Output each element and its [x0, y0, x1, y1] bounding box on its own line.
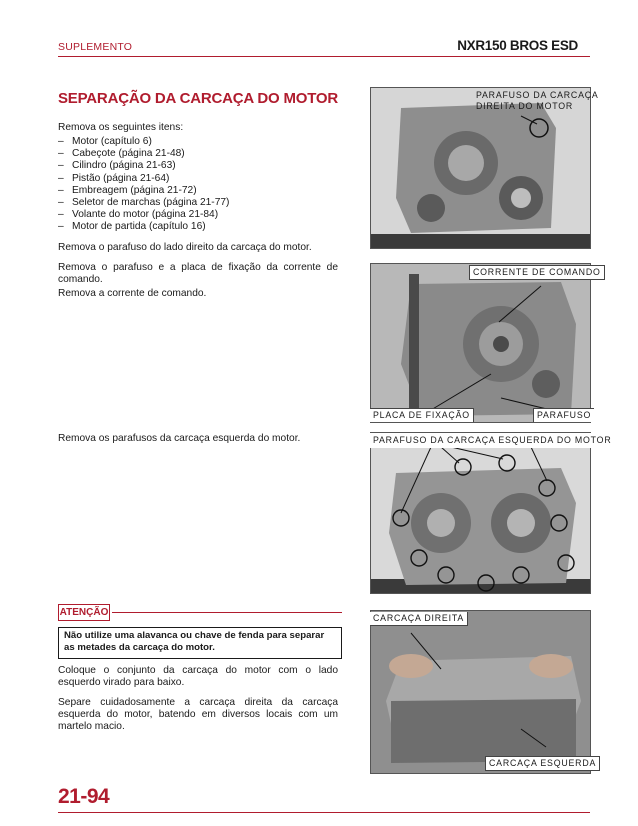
photo-left-crankcase-bolts	[370, 432, 591, 594]
list-item: – Cabeçote (página 21-48)	[58, 148, 185, 160]
caption-right-crankcase: CARCAÇA DIREITA	[370, 612, 468, 626]
list-item: – Motor de partida (capítulo 16)	[58, 221, 206, 233]
page-title: SEPARAÇÃO DA CARCAÇA DO MOTOR	[58, 90, 339, 107]
footer-rule	[58, 812, 590, 813]
page-number: 21-94	[58, 785, 110, 808]
remove-items-list	[58, 136, 229, 234]
section-label: SUPLEMENTO	[58, 41, 133, 53]
photo-crankcase-separation	[370, 610, 591, 774]
step-text: Remova os parafusos da carcaça esquerda do motor.	[58, 433, 301, 444]
list-item: – Volante do motor (página 21-84)	[58, 209, 219, 221]
model-label: NXR150 BROS ESD	[457, 38, 578, 53]
step-text: Remova a corrente de comando.	[58, 288, 207, 299]
list-item: – Motor (capítulo 6)	[58, 136, 152, 147]
step-text: Remova o parafuso do lado direito da carcaça do motor.	[58, 242, 312, 253]
photo-cam-chain	[370, 263, 591, 423]
caption-line: PARAFUSO DA CARCAÇA	[476, 90, 599, 100]
header-rule	[58, 56, 590, 57]
caption-line: DIREITA DO MOTOR	[476, 101, 574, 111]
attention-box: Não utilize uma alavanca ou chave de fenda para separar as metades da carcaça do motor.	[58, 627, 342, 659]
caption-cam-chain: CORRENTE DE COMANDO	[469, 265, 605, 280]
attention-rule	[112, 612, 342, 613]
list-item: – Embreagem (página 21-72)	[58, 184, 197, 196]
attention-label: ATENÇÃO	[58, 604, 110, 621]
list-item: – Cilindro (página 21-63)	[58, 160, 176, 172]
caption-left-crankcase: CARCAÇA ESQUERDA	[485, 756, 600, 771]
intro-text: Remova os seguintes itens:	[58, 122, 184, 133]
step-text: Remova o parafuso e a placa de fixação da corrente de comando.	[58, 262, 338, 286]
caption-fixing-plate: PLACA DE FIXAÇÃO	[370, 408, 474, 422]
step-text: Coloque o conjunto da carcaça do motor com o lado esquerdo virado para baixo.	[58, 665, 338, 689]
list-item: – Seletor de marchas (página 21-77)	[58, 197, 230, 209]
caption-bolt: PARAFUSO	[533, 408, 594, 422]
caption-left-bolts: PARAFUSO DA CARCAÇA ESQUERDA DO MOTOR	[370, 433, 614, 448]
list-item: – Pistão (página 21-64)	[58, 172, 170, 184]
step-text: Separe cuidadosamente a carcaça direita da carcaça esquerda do motor, batendo em diversos locais com um martelo macio.	[58, 697, 338, 733]
